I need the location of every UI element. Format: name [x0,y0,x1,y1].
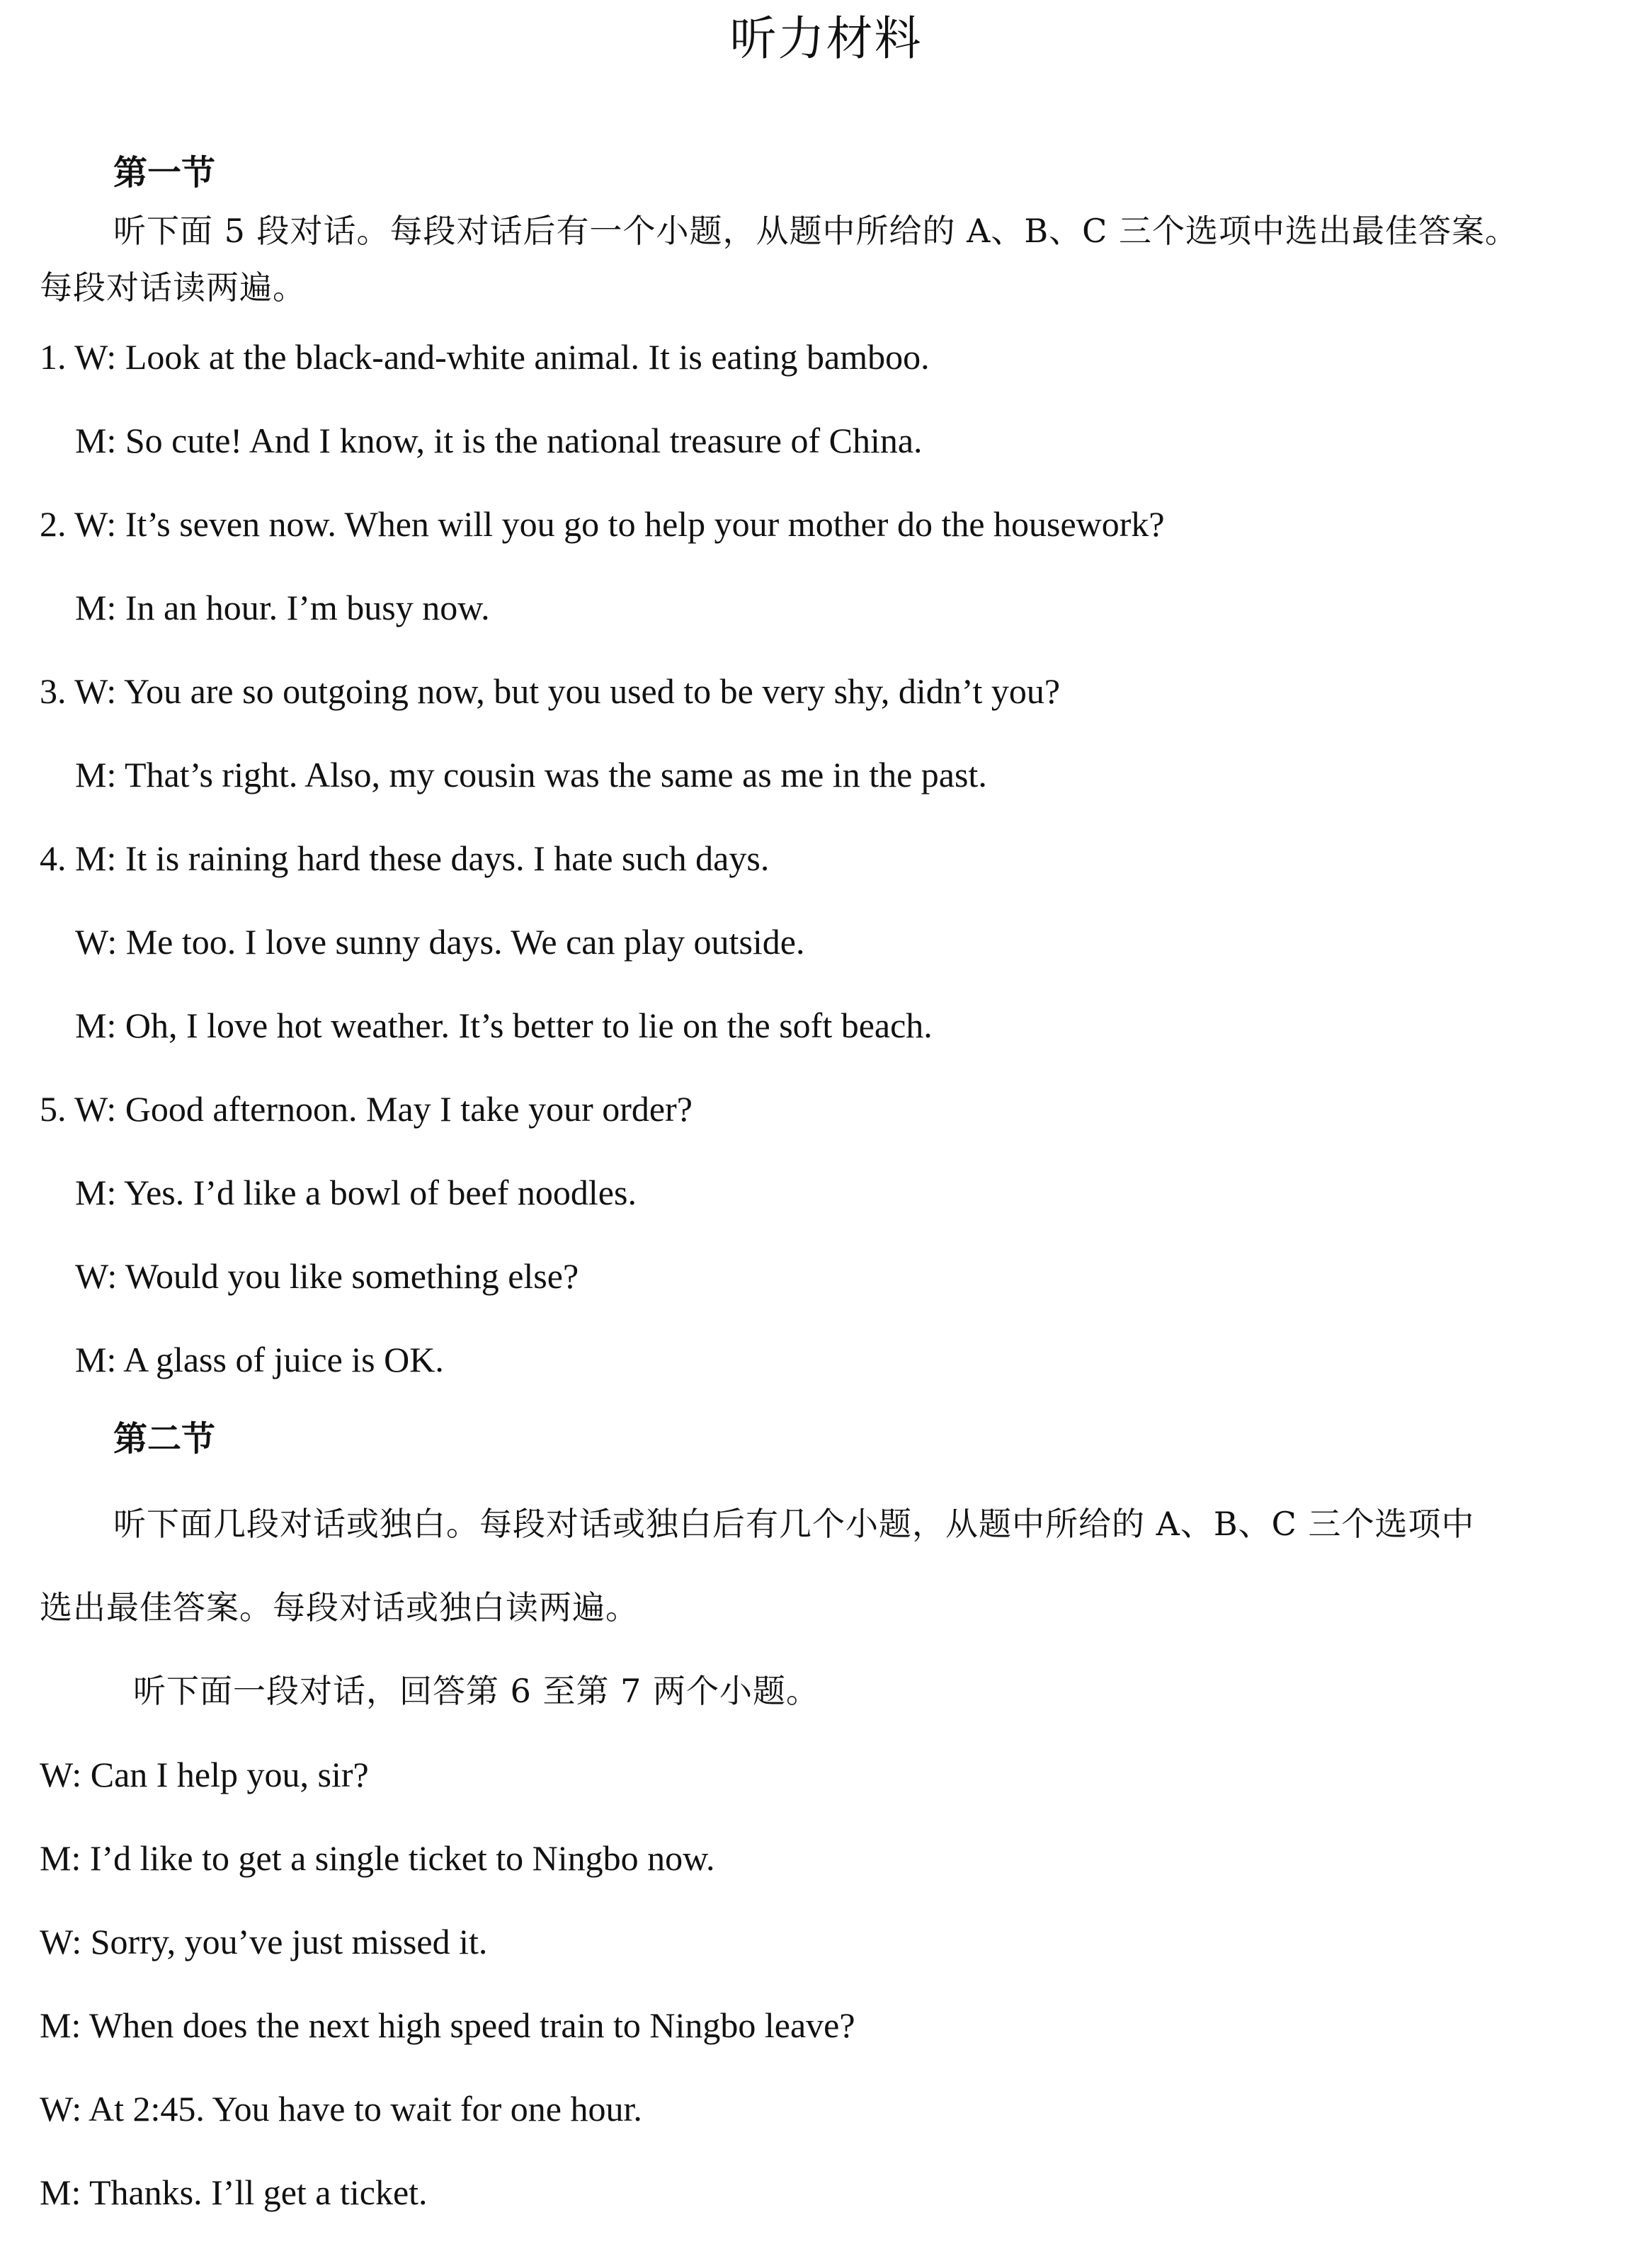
section2-dialogue-line-6: M: Thanks. I’ll get a ticket. [40,2172,428,2212]
section1-instructions-line2: 每段对话读两遍。 [40,268,306,307]
dialogue-4-line-3: M: Oh, I love hot weather. It’s better to lie on the soft beach. [75,1006,933,1045]
dialogue-4-line-2: W: Me too. I love sunny days. We can play outside. [75,922,805,962]
dialogue-3-line-2: M: That’s right. Also, my cousin was the same as me in the past. [75,755,987,794]
section2-instructions-line2: 选出最佳答案。每段对话或独白读两遍。 [40,1588,639,1627]
dialogue-5-line-1: 5. W: Good afternoon. May I take your order? [40,1089,693,1129]
section2-instructions-line1: 听下面几段对话或独白。每段对话或独白后有几个小题，从题中所给的 A、B、C 三个选项中 [113,1505,1475,1543]
section2-dialogue-line-1: W: Can I help you, sir? [40,1755,369,1794]
dialogue-2-line-1: 2. W: It’s seven now. When will you go to help your mother do the housework? [40,504,1165,544]
page-title: 听力材料 [729,11,923,66]
dialogue-1-line-1: 1. W: Look at the black-and-white animal. It is eating bamboo. [40,337,930,377]
dialogue-5-line-3: W: Would you like something else? [75,1256,579,1296]
dialogue-2-line-2: M: In an hour. I’m busy now. [75,588,490,627]
section2-dialogue-line-5: W: At 2:45. You have to wait for one hour. [40,2089,642,2129]
dialogue-5-line-2: M: Yes. I’d like a bowl of beef noodles. [75,1173,637,1212]
section2-heading: 第二节 [113,1419,216,1459]
dialogue-4-line-1: 4. M: It is raining hard these days. I hate such days. [40,838,770,878]
dialogue-5-line-4: M: A glass of juice is OK. [75,1340,444,1379]
section2-sub-instruction: 听下面一段对话，回答第 6 至第 7 两个小题。 [133,1672,820,1710]
section1-heading: 第一节 [113,153,216,193]
section1-instructions-line1: 听下面 5 段对话。每段对话后有一个小题，从题中所给的 A、B、C 三个选项中选出最佳答案。 [113,212,1518,250]
dialogue-1-line-2: M: So cute! And I know, it is the national treasure of China. [75,421,923,460]
section2-dialogue-line-3: W: Sorry, you’ve just missed it. [40,1922,488,1961]
section2-dialogue-line-2: M: I’d like to get a single ticket to Ningbo now. [40,1838,715,1878]
section2-dialogue-line-4: M: When does the next high speed train to Ningbo leave? [40,2005,855,2045]
dialogue-3-line-1: 3. W: You are so outgoing now, but you used to be very shy, didn’t you? [40,671,1061,711]
